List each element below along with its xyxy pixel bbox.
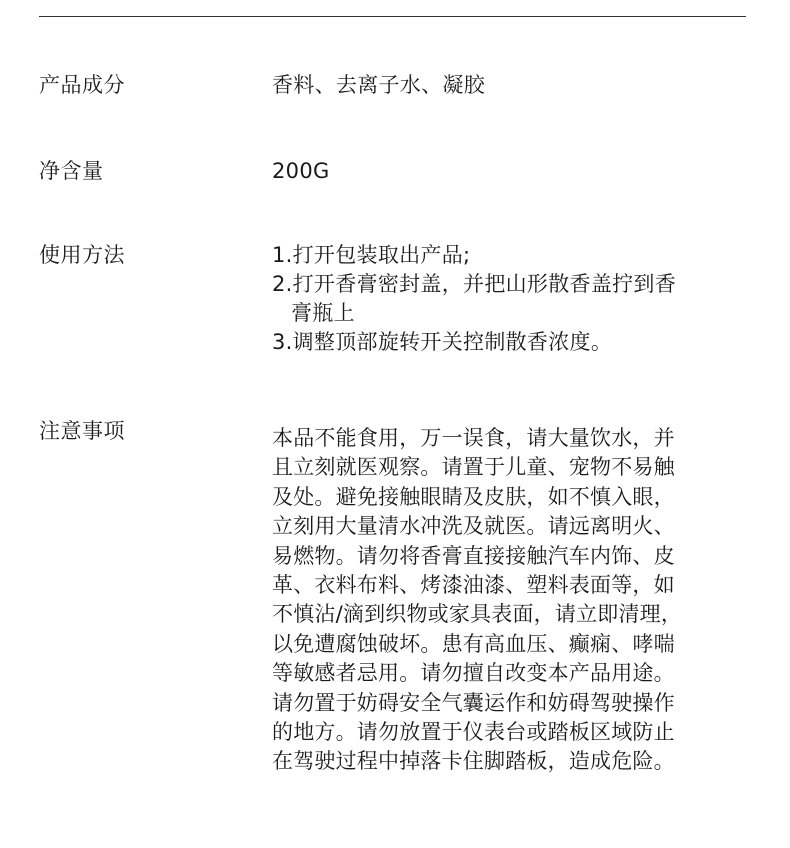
notes-line: 本品不能食用，万一误食，请大量饮水，并: [272, 426, 675, 450]
usage-label: 使用方法: [39, 243, 125, 267]
notes-line: 易燃物。请勿将香膏直接接触汽车内饰、皮: [272, 543, 675, 568]
ingredients-label: 产品成分: [39, 73, 125, 97]
notes-line: 等敏感者忌用。请勿擅自改变本产品用途。: [272, 661, 675, 686]
usage-step-1: 1.打开包装取出产品;: [272, 243, 471, 267]
usage-step-2: 2.打开香膏密封盖，并把山形散香盖拧到香: [272, 272, 677, 296]
notes-line: 革、衣料布料、烤漆油漆、塑料表面等，如: [272, 573, 675, 598]
top-divider: [39, 16, 746, 17]
usage-step-3: 3.调整顶部旋转开关控制散香浓度。: [272, 330, 613, 354]
notes-line: 请勿置于妨碍安全气囊运作和妨碍驾驶操作: [272, 690, 675, 715]
notes-line: 不慎沾/滴到织物或家具表面，请立即清理，: [272, 602, 683, 627]
notes-line: 在驾驶过程中掉落卡住脚踏板，造成危险。: [272, 749, 675, 774]
notes-line: 以免遭腐蚀破坏。患有高血压、癫痫、哮喘: [272, 631, 675, 656]
net-content-label: 净含量: [39, 159, 104, 183]
ingredients-value: 香料、去离子水、凝胶: [272, 73, 485, 97]
notes-line: 及处。避免接触眼睛及皮肤，如不慎入眼，: [272, 484, 675, 509]
notes-label: 注意事项: [39, 419, 125, 443]
usage-steps: [272, 241, 742, 357]
usage-step-2-continued: 膏瓶上: [291, 301, 355, 325]
notes-line: 的地方。请勿放置于仪表台或踏板区域防止: [272, 720, 675, 745]
net-content-value: 200G: [272, 159, 330, 183]
notes-line: 且立刻就医观察。请置于儿童、宠物不易触: [272, 455, 675, 480]
notes-text: [272, 424, 742, 777]
notes-line: 立刻用大量清水冲洗及就医。请远离明火、: [272, 514, 675, 539]
